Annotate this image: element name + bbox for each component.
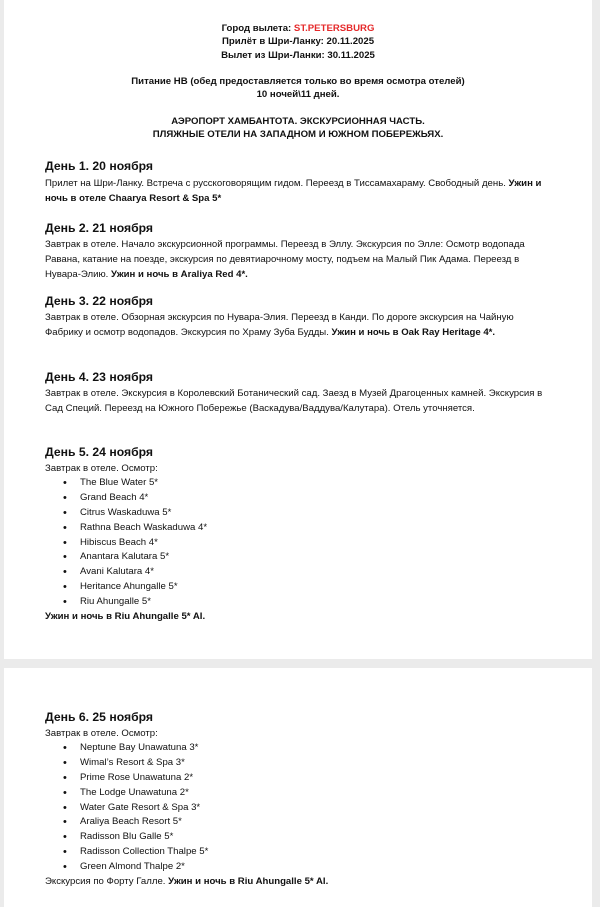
meals-info: Питание НВ (обед предоставляется только во время осмотра отелей) xyxy=(131,76,465,87)
day-2-text: Завтрак в отеле. Начало экскурсионной программы. Переезд в Эллу. Экскурсия по Элле: Осмотр водопада Равана, катание на поезде, экскурсия по девятиарочному мосту, подъем на Малый Пик Адама. Переезд в Нувара-Элию. Ужин и ночь в Araliya Red 4*. xyxy=(45,239,525,280)
list-item: • Avani Kalutara 4* xyxy=(45,565,207,580)
list-item: • Araliya Beach Resort 5* xyxy=(45,815,208,830)
day-4-text: Завтрак в отеле. Экскурсия в Королевский Ботанический сад. Заезд в Музей Драгоценных камней. Экскурсия в Сад Специй. Переезд на Южного Побережье (Васкадува/Ваддува/Калутара). Отель уточняется. xyxy=(45,388,543,414)
day-3-title: День 3. 22 ноября xyxy=(45,294,154,308)
airport-heading: АЭРОПОРТ ХАМБАНТОТА. ЭКСКУРСИОННАЯ ЧАСТЬ. xyxy=(171,116,425,127)
list-item: • The Blue Water 5* xyxy=(45,476,207,491)
document-page-2 xyxy=(4,668,592,907)
day-1-text: Прилет на Шри-Ланку. Встреча с русскоговорящим гидом. Переезд в Тиссамахараму. Свободный день. Ужин и ночь в отеле Chaarya Resort & Spa 5* xyxy=(45,178,542,204)
list-item: • Rathna Beach Waskaduwa 4* xyxy=(45,521,207,536)
list-item: • Wimal’s Resort & Spa 3* xyxy=(45,756,208,771)
beach-hotels-heading: ПЛЯЖНЫЕ ОТЕЛИ НА ЗАПАДНОМ И ЮЖНОМ ПОБЕРЕЖЬЯХ. xyxy=(152,129,444,141)
day-5-hotel-list xyxy=(45,476,207,610)
day-4-title: День 4. 23 ноября xyxy=(45,370,154,384)
list-item: • Hibiscus Beach 4* xyxy=(45,536,207,551)
list-item: • Riu Ahungalle 5* xyxy=(45,595,207,610)
day-6-hotel-list xyxy=(45,741,208,875)
list-item: • Neptune Bay Unawatuna 3* xyxy=(45,741,208,756)
nights-info: 10 ночей\11 дней. xyxy=(256,89,340,101)
list-item: • Anantara Kalutara 5* xyxy=(45,550,207,565)
list-item: • Prime Rose Unawatuna 2* xyxy=(45,771,208,786)
day-6-intro: Завтрак в отеле. Осмотр: xyxy=(45,728,158,739)
list-item: • Radisson Blu Galle 5* xyxy=(45,830,208,845)
list-item: • Green Almond Thalpe 2* xyxy=(45,860,208,875)
list-item: • Water Gate Resort & Spa 3* xyxy=(45,801,208,816)
list-item: • The Lodge Unawatuna 2* xyxy=(45,786,208,801)
list-item: • Grand Beach 4* xyxy=(45,491,207,506)
day-6-footer: Экскурсия по Форту Галле. Ужин и ночь в Riu Ahungalle 5* AI. xyxy=(45,876,329,887)
day-5-footer: Ужин и ночь в Riu Ahungalle 5* AI. xyxy=(45,611,206,622)
day-5-title: День 5. 24 ноября xyxy=(45,445,154,459)
list-item: • Citrus Waskaduwa 5* xyxy=(45,506,207,521)
document-page-1 xyxy=(4,0,592,659)
meals-block xyxy=(4,75,592,102)
arrival-date: Прилёт в Шри-Ланку: 20.11.2025 xyxy=(221,36,375,48)
day-3-text: Завтрак в отеле. Обзорная экскурсия по Нувара-Элия. Переезд в Канди. По дороге экскурсия на Чайную Фабрику и осмотр водопадов. Экскурсия по Храму Зуба Будды. Ужин и ночь в Oak Ray Heritage 4*. xyxy=(45,312,514,338)
program-heading xyxy=(4,115,592,142)
day-1-title: День 1. 20 ноября xyxy=(45,159,154,173)
departure-city: ST.PETERSBURG xyxy=(293,23,375,34)
list-item: • Heritance Ahungalle 5* xyxy=(45,580,207,595)
departure-date: Вылет из Шри-Ланки: 30.11.2025 xyxy=(221,49,375,61)
header-block xyxy=(4,22,592,62)
departure-city-line: Город вылета: ST.PETERSBURG xyxy=(221,23,375,34)
day-6-title: День 6. 25 ноября xyxy=(45,710,154,724)
day-2-title: День 2. 21 ноября xyxy=(45,221,154,235)
list-item: • Radisson Collection Thalpe 5* xyxy=(45,845,208,860)
day-5-intro: Завтрак в отеле. Осмотр: xyxy=(45,463,158,474)
